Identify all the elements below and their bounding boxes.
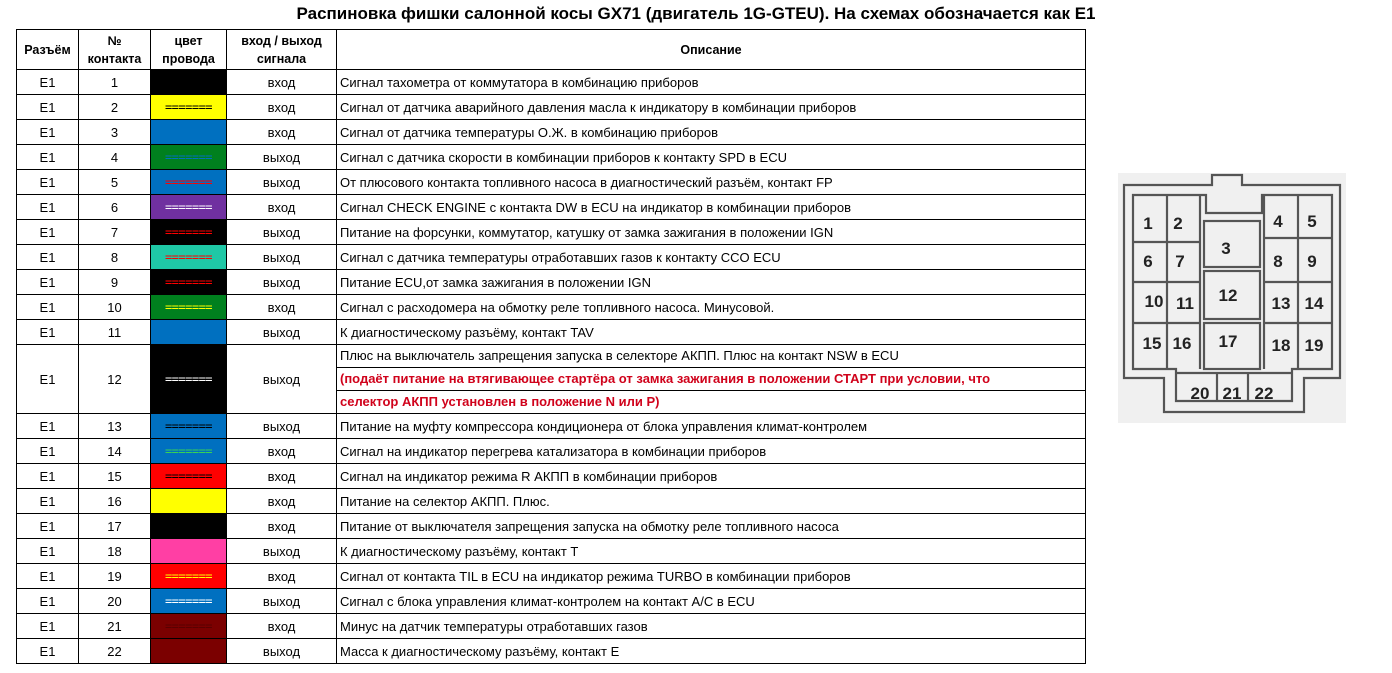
table-header-row [17,30,1086,70]
wire-color-swatch: ======= [164,150,213,164]
pin-number-cell: 10 [79,295,151,320]
io-cell: вход [227,195,337,220]
table-row [17,295,1086,320]
wire-color-swatch [151,540,226,563]
description-cell: Сигнал с датчика температуры отработавших газов к контакту CCO ECU [337,245,1086,270]
description-cell: Сигнал тахометра от коммутатора в комбинацию приборов [337,70,1086,95]
connector-cell: E1 [17,464,79,489]
pin-number-cell: 21 [79,614,151,639]
connector-pin-label: 5 [1307,212,1317,231]
wire-color-swatch: ======= [164,175,213,189]
header-description: Описание [337,30,1086,70]
description-cell: Питание ECU,от замка зажигания в положении IGN [337,270,1086,295]
pin-number-cell: 3 [79,120,151,145]
io-cell: выход [227,320,337,345]
description-cell: Сигнал от датчика температуры О.Ж. в комбинацию приборов [337,120,1086,145]
connector-pin-label: 15 [1142,334,1162,353]
connector-pin-label: 3 [1221,239,1231,258]
connector-pin-label: 20 [1190,384,1210,403]
connector-pin-label: 22 [1254,384,1274,403]
connector-pin-label: 6 [1143,252,1153,271]
connector-cell: E1 [17,564,79,589]
description-cell: Сигнал с датчика скорости в комбинации приборов к контакту SPD в ECU [337,145,1086,170]
table-body [17,70,1086,664]
connector-pin-label: 12 [1218,286,1238,305]
wire-color-swatch [151,515,226,538]
table-row [17,270,1086,295]
wire-color-swatch: ======= [164,372,213,386]
connector-cell: E1 [17,70,79,95]
wire-color-cell [151,439,227,464]
wire-color-swatch [151,321,226,344]
wire-color-cell [151,145,227,170]
table-row [17,345,1086,414]
pin-number-cell: 11 [79,320,151,345]
header-io: вход / выход сигнала [227,30,337,70]
connector-pin-label: 16 [1172,334,1192,353]
wire-color-swatch: ======= [164,594,213,608]
connector-pin-label: 17 [1218,332,1238,351]
description-cell: Сигнал с расходомера на обмотку реле топливного насоса. Минусовой. [337,295,1086,320]
table-row [17,414,1086,439]
pin-number-cell: 2 [79,95,151,120]
connector-cell: E1 [17,270,79,295]
pin-number-cell: 9 [79,270,151,295]
description-cell: Сигнал на индикатор перегрева катализатора в комбинации приборов [337,439,1086,464]
wire-color-swatch: ======= [164,619,213,633]
wire-color-cell [151,70,227,95]
connector-drawing [1118,173,1346,423]
pin-number-cell: 4 [79,145,151,170]
pin-number-cell: 7 [79,220,151,245]
wire-color-cell [151,320,227,345]
io-cell: выход [227,145,337,170]
io-cell: вход [227,489,337,514]
pin-number-cell: 13 [79,414,151,439]
wire-color-cell [151,539,227,564]
wire-color-cell [151,120,227,145]
description-cell: Питание на селектор АКПП. Плюс. [337,489,1086,514]
connector-pin-label: 11 [1176,294,1194,313]
pin-number-cell: 12 [79,345,151,414]
connector-pin-label: 21 [1222,384,1242,403]
connector-cell: E1 [17,614,79,639]
wire-color-swatch [151,640,226,663]
description-cell [337,345,1086,414]
table-row [17,170,1086,195]
pin-number-cell: 15 [79,464,151,489]
connector-cell: E1 [17,320,79,345]
connector-pin-label: 18 [1271,336,1291,355]
pin-number-cell: 19 [79,564,151,589]
connector-cell: E1 [17,639,79,664]
table-row [17,564,1086,589]
connector-cell: E1 [17,345,79,414]
connector-cell: E1 [17,195,79,220]
wire-color-cell [151,295,227,320]
connector-cell: E1 [17,95,79,120]
connector-pin-label: 8 [1273,252,1283,271]
wire-color-swatch: ======= [164,225,213,239]
description-cell: Сигнал с блока управления климат-контролем на контакт A/C в ECU [337,589,1086,614]
wire-color-cell [151,195,227,220]
description-cell: Питание на форсунки, коммутатор, катушку от замка зажигания в положении IGN [337,220,1086,245]
wire-color-cell [151,414,227,439]
description-cell: К диагностическому разъёму, контакт TAV [337,320,1086,345]
connector-diagram [1118,173,1346,423]
wire-color-cell [151,220,227,245]
table-row [17,514,1086,539]
table-row [17,70,1086,95]
connector-pin-label: 9 [1307,252,1317,271]
description-cell: Масса к диагностическому разъёму, контакт E [337,639,1086,664]
header-connector: Разъём [17,30,79,70]
pin-number-cell: 22 [79,639,151,664]
connector-pin-label: 7 [1175,252,1185,271]
pin-number-cell: 18 [79,539,151,564]
wire-color-swatch: ======= [164,275,213,289]
pin-number-cell: 1 [79,70,151,95]
pin-number-cell: 8 [79,245,151,270]
connector-pin-label: 2 [1173,214,1183,233]
wire-color-cell [151,614,227,639]
table-row [17,320,1086,345]
connector-cell: E1 [17,414,79,439]
pin-number-cell: 6 [79,195,151,220]
connector-cell: E1 [17,145,79,170]
io-cell: вход [227,95,337,120]
description-cell: Сигнал от датчика аварийного давления масла к индикатору в комбинации приборов [337,95,1086,120]
description-note: селектор АКПП установлен в положение N или P) [337,390,1085,413]
io-cell: выход [227,170,337,195]
wire-color-cell [151,270,227,295]
table-row [17,464,1086,489]
description-cell: Сигнал CHECK ENGINE с контакта DW в ECU на индикатор в комбинации приборов [337,195,1086,220]
connector-cell: E1 [17,170,79,195]
description-cell: От плюсового контакта топливного насоса в диагностический разъём, контакт FP [337,170,1086,195]
pin-number-cell: 16 [79,489,151,514]
connector-cell: E1 [17,514,79,539]
wire-color-swatch: ======= [164,100,213,114]
connector-pin-label: 14 [1304,294,1324,313]
connector-cell: E1 [17,120,79,145]
header-pin: № контакта [79,30,151,70]
wire-color-cell [151,564,227,589]
description-cell: К диагностическому разъёму, контакт T [337,539,1086,564]
wire-color-cell [151,345,227,414]
description-cell: Сигнал на индикатор режима R АКПП в комбинации приборов [337,464,1086,489]
io-cell: вход [227,614,337,639]
pinout-table [16,29,1086,664]
description-cell: Сигнал от контакта TIL в ECU на индикатор режима TURBO в комбинации приборов [337,564,1086,589]
table-row [17,439,1086,464]
io-cell: выход [227,345,337,414]
table-row [17,614,1086,639]
table-row [17,489,1086,514]
connector-pin-label: 13 [1271,294,1291,313]
io-cell: выход [227,220,337,245]
connector-cell: E1 [17,539,79,564]
table-row [17,539,1086,564]
io-cell: выход [227,414,337,439]
io-cell: выход [227,270,337,295]
wire-color-cell [151,170,227,195]
io-cell: вход [227,464,337,489]
io-cell: выход [227,639,337,664]
io-cell: выход [227,589,337,614]
table-row [17,95,1086,120]
connector-cell: E1 [17,295,79,320]
table-row [17,195,1086,220]
table-row [17,589,1086,614]
wire-color-cell [151,464,227,489]
wire-color-swatch [151,121,226,144]
wire-color-cell [151,245,227,270]
description-note: (подаёт питание на втягивающее стартёра от замка зажигания в положении СТАРТ при условии, что [337,367,1085,390]
wire-color-cell [151,95,227,120]
wire-color-swatch: ======= [164,419,213,433]
connector-cell: E1 [17,489,79,514]
description-cell: Питание на муфту компрессора кондиционера от блока управления климат-контролем [337,414,1086,439]
table-row [17,245,1086,270]
pin-number-cell: 17 [79,514,151,539]
connector-pin-label: 10 [1144,292,1164,311]
description-cell: Минус на датчик температуры отработавших газов [337,614,1086,639]
pin-number-cell: 20 [79,589,151,614]
wire-color-swatch: ======= [164,444,213,458]
wire-color-cell [151,514,227,539]
pin-number-cell: 5 [79,170,151,195]
wire-color-swatch: ======= [164,250,213,264]
wire-color-swatch [151,490,226,513]
pin-number-cell: 14 [79,439,151,464]
io-cell: выход [227,539,337,564]
io-cell: вход [227,514,337,539]
connector-cell: E1 [17,220,79,245]
io-cell: вход [227,120,337,145]
header-wire-color: цвет провода [151,30,227,70]
connector-pin-label: 19 [1304,336,1324,355]
wire-color-swatch: ======= [164,569,213,583]
io-cell: вход [227,295,337,320]
connector-cell: E1 [17,439,79,464]
wire-color-swatch: ======= [164,469,213,483]
wire-color-cell [151,639,227,664]
wire-color-swatch: ======= [164,200,213,214]
wire-color-cell [151,489,227,514]
page-title: Распиновка фишки салонной косы GX71 (двигатель 1G-GTEU). На схемах обозначается как E1 [296,4,1096,23]
wire-color-cell [151,589,227,614]
table-row [17,145,1086,170]
connector-cell: E1 [17,245,79,270]
wire-color-swatch: ======= [164,300,213,314]
table-row [17,120,1086,145]
description-cell: Питание от выключателя запрещения запуска на обмотку реле топливного насоса [337,514,1086,539]
description-text: Плюс на выключатель запрещения запуска в селекторе АКПП. Плюс на контакт NSW в ECU [340,348,899,363]
table-row [17,639,1086,664]
wire-color-swatch [151,71,226,94]
table-row [17,220,1086,245]
connector-pin-label: 4 [1273,212,1283,231]
io-cell: вход [227,439,337,464]
io-cell: выход [227,245,337,270]
connector-cell: E1 [17,589,79,614]
io-cell: вход [227,564,337,589]
io-cell: вход [227,70,337,95]
connector-pin-label: 1 [1143,214,1153,233]
